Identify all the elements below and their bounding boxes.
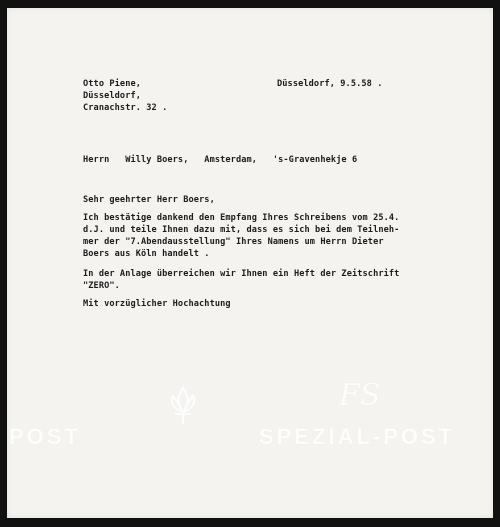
dateline: Düsseldorf, 9.5.58 . xyxy=(277,79,383,89)
body-line-2: d.J. und teile Ihnen dazu mit, dass es sich bei dem Teilneh- xyxy=(83,225,400,235)
fleur-de-lis-watermark-icon xyxy=(165,386,201,426)
body-line-4: Boers aus Köln handelt . xyxy=(83,249,210,259)
sender-name: Otto Piene, xyxy=(83,79,142,89)
closing: Mit vorzüglicher Hochachtung xyxy=(83,299,231,309)
body-line-1: Ich bestätige dankend den Empfang Ihres Schreibens vom 25.4. xyxy=(83,213,400,223)
enclosure-line-2: "ZERO". xyxy=(83,281,120,291)
body-line-3: mer der "7.Abendausstellung" Ihres Namens um Herrn Dieter xyxy=(83,237,384,247)
recipient-line: Herrn Willy Boers, Amsterdam, 's-Gravenhekje 6 xyxy=(83,155,358,165)
enclosure-line-1: In der Anlage überreichen wir Ihnen ein Heft der Zeitschrift xyxy=(83,269,400,279)
sender-city: Düsseldorf, xyxy=(83,91,142,101)
letter-sheet xyxy=(7,8,493,518)
watermark-spezial-post: SPEZIAL-POST xyxy=(259,424,456,449)
watermark-monogram: FS xyxy=(339,378,381,413)
sender-street: Cranachstr. 32 . xyxy=(83,103,168,113)
salutation: Sehr geehrter Herr Boers, xyxy=(83,195,215,205)
watermark-post-left: POST xyxy=(9,424,81,449)
